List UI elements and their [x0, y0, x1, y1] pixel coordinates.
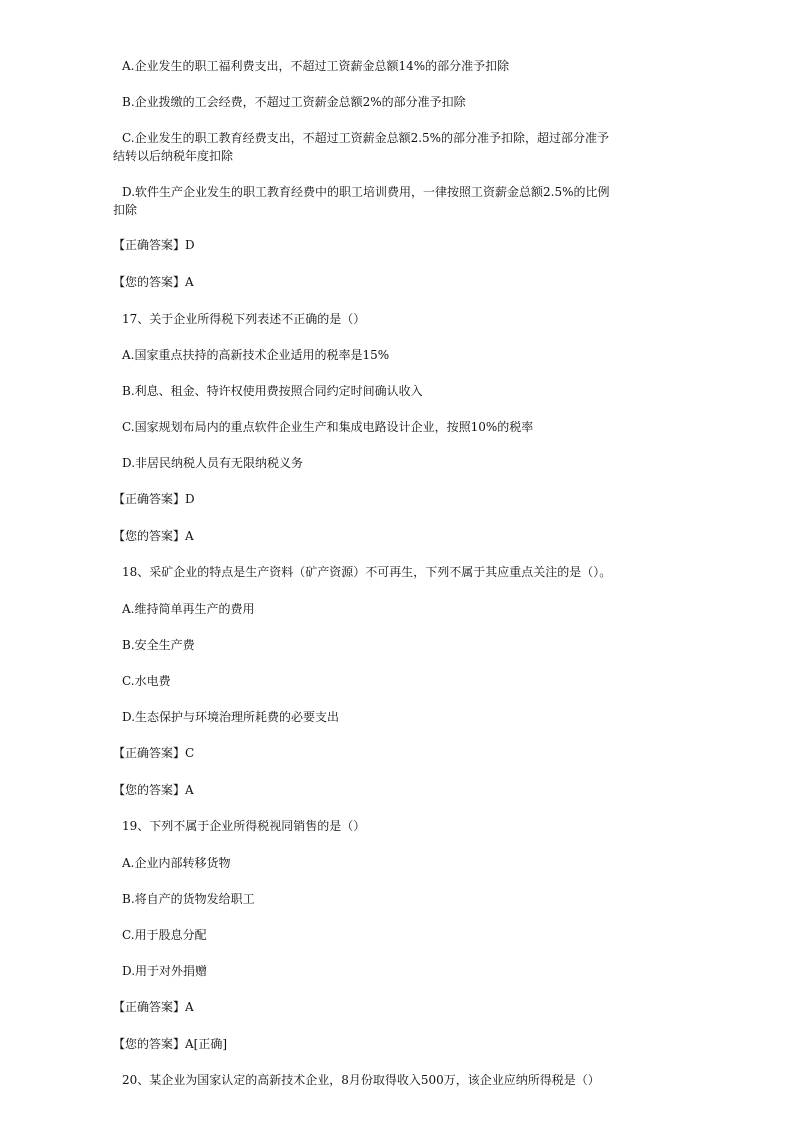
question-20: 20、某企业为国家认定的高新技术企业，8月份取得收入500万，该企业应纳所得税是（） — [122, 1073, 600, 1087]
option-line: A.维持简单再生产的费用 — [122, 602, 255, 616]
option-line: C.企业发生的职工教育经费支出，不超过工资薪金总额2.5%的部分准予扣除，超过部分准予 — [122, 131, 610, 145]
option-line: A.企业发生的职工福利费支出，不超过工资薪金总额14%的部分准予扣除 — [122, 59, 510, 73]
correct-answer: 【正确答案】D — [113, 238, 195, 252]
option-line: A.企业内部转移货物 — [122, 856, 231, 870]
option-line: B.企业拨缴的工会经费，不超过工资薪金总额2%的部分准予扣除 — [122, 95, 466, 109]
option-line: B.利息、租金、特许权使用费按照合同约定时间确认收入 — [122, 384, 423, 398]
correct-answer: 【正确答案】C — [113, 746, 195, 760]
option-line: D.非居民纳税人员有无限纳税义务 — [122, 456, 304, 470]
option-line: D.生态保护与环境治理所耗费的必要支出 — [122, 710, 340, 724]
your-answer: 【您的答案】A — [113, 275, 194, 289]
correct-answer: 【正确答案】D — [113, 492, 195, 506]
option-line: B.将自产的货物发给职工 — [122, 892, 255, 906]
correct-answer: 【正确答案】A — [113, 1000, 194, 1014]
your-answer: 【您的答案】A — [113, 529, 194, 543]
question-18: 18、采矿企业的特点是生产资料（矿产资源）不可再生，下列不属于其应重点关注的是（）。 — [122, 565, 612, 579]
your-answer: 【您的答案】A — [113, 783, 194, 797]
question-19: 19、下列不属于企业所得税视同销售的是（） — [122, 819, 366, 833]
option-line: C.用于股息分配 — [122, 928, 207, 942]
your-answer: 【您的答案】A[正确] — [113, 1037, 228, 1051]
option-line-continuation: 结转以后纳税年度扣除 — [113, 149, 234, 163]
option-line: C.国家规划布局内的重点软件企业生产和集成电路设计企业，按照10%的税率 — [122, 420, 534, 434]
option-line: D.用于对外捐赠 — [122, 964, 208, 978]
option-line: B.安全生产费 — [122, 638, 195, 652]
question-17: 17、关于企业所得税下列表述不正确的是（） — [122, 312, 366, 326]
option-line-continuation: 扣除 — [113, 203, 138, 217]
option-line: D.软件生产企业发生的职工教育经费中的职工培训费用，一律按照工资薪金总额2.5%的比例 — [122, 185, 610, 199]
option-line: C.水电费 — [122, 674, 171, 688]
option-line: A.国家重点扶持的高新技术企业适用的税率是15% — [122, 348, 390, 362]
